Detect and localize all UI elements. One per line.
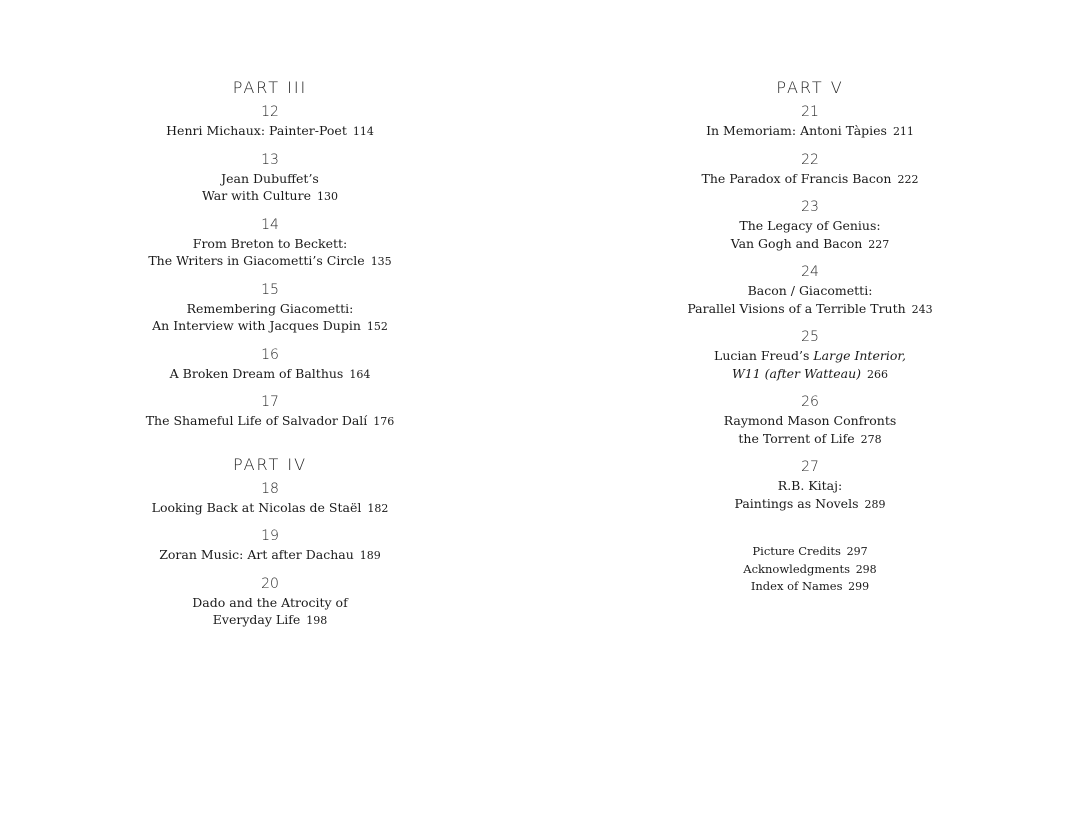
chapter-title	[630, 217, 990, 253]
page-number: 198	[306, 614, 328, 627]
chapter-title	[90, 365, 450, 384]
toc-entry-23[interactable]	[630, 197, 990, 253]
page-number: 278	[860, 432, 882, 446]
toc-entry-26[interactable]	[630, 392, 990, 448]
toc-entry-21[interactable]	[630, 102, 990, 141]
chapter-title	[90, 499, 450, 518]
toc-entry-25[interactable]	[630, 327, 990, 383]
chapter-number: 17	[261, 394, 279, 410]
chapter-title	[90, 412, 450, 431]
page-number: 182	[367, 501, 389, 515]
chapter-title	[630, 282, 990, 318]
chapter-number: 15	[261, 281, 279, 298]
chapter-title	[630, 347, 990, 383]
page-number: 189	[359, 549, 381, 562]
title-line: Bacon / Giacometti:	[747, 283, 873, 298]
page-number: 114	[352, 125, 374, 138]
page-number: 164	[349, 367, 371, 381]
title-line: The Paradox of Francis Bacon	[701, 170, 892, 186]
chapter-number: 21	[801, 104, 819, 120]
back-matter	[630, 543, 990, 596]
chapter-number: 12	[261, 104, 279, 120]
title-line: the Torrent of Life	[738, 430, 855, 446]
chapter-number: 14	[261, 216, 279, 233]
title-line: Lucian Freud’s	[714, 348, 814, 363]
title-line: Dado and the Atrocity of	[192, 594, 348, 610]
chapter-number: 27	[801, 459, 819, 475]
page-number: 227	[868, 237, 890, 251]
title-line: Looking Back at Nicolas de Staël	[151, 499, 362, 515]
title-line: An Interview with Jacques Dupin	[152, 318, 361, 333]
toc-entry-14[interactable]	[90, 215, 450, 271]
chapter-title	[90, 122, 450, 141]
title-line: From Breton to Beckett:	[192, 235, 348, 251]
chapter-number: 26	[801, 394, 819, 410]
page-number: 135	[370, 255, 392, 268]
chapter-title	[630, 170, 990, 189]
page-number: 289	[864, 497, 886, 511]
chapter-title	[90, 300, 450, 336]
page-number: 211	[892, 125, 914, 138]
part-v-heading: PART V	[776, 78, 844, 97]
chapter-title	[90, 235, 450, 271]
back-matter-label: Acknowledgments	[743, 561, 851, 576]
back-matter-label: Index of Names	[750, 579, 843, 593]
back-matter-item-acknowledgments[interactable]	[630, 561, 990, 579]
toc-entry-17[interactable]	[90, 392, 450, 431]
chapter-title	[630, 122, 990, 141]
chapter-title	[90, 170, 450, 206]
chapter-number: 18	[261, 480, 279, 497]
title-line: Parallel Visions of a Terrible Truth	[687, 300, 906, 316]
chapter-title	[90, 546, 450, 565]
chapter-title	[630, 477, 990, 513]
toc-entry-19[interactable]	[90, 526, 450, 565]
chapter-title	[90, 594, 450, 630]
title-line: The Writers in Giacometti’s Circle	[148, 253, 365, 268]
title-line: Henri Michaux: Painter-Poet	[166, 123, 347, 138]
right-column	[630, 76, 990, 596]
toc-entry-24[interactable]	[630, 262, 990, 318]
chapter-number: 16	[261, 346, 279, 363]
page-number: 298	[855, 562, 877, 576]
page-number: 222	[897, 172, 919, 186]
toc-entry-13[interactable]	[90, 150, 450, 206]
toc-entry-22[interactable]	[630, 150, 990, 189]
toc-entry-16[interactable]	[90, 345, 450, 384]
title-italic: Large Interior,	[813, 348, 906, 363]
toc-entry-18[interactable]	[90, 479, 450, 518]
page-number: 266	[867, 367, 889, 381]
toc-entry-20[interactable]	[90, 574, 450, 630]
back-matter-item-index-of-names[interactable]	[630, 578, 990, 596]
chapter-number: 13	[261, 151, 279, 168]
part-iii-heading: PART III	[232, 78, 308, 97]
chapter-title	[630, 412, 990, 448]
page-number: 130	[316, 190, 338, 203]
toc-entry-27[interactable]	[630, 457, 990, 513]
title-line: Remembering Giacometti:	[186, 300, 354, 316]
title-line: Paintings as Novels	[734, 495, 859, 511]
page-number: 152	[366, 320, 388, 333]
back-matter-label: Picture Credits	[752, 544, 841, 558]
title-line: R.B. Kitaj:	[777, 478, 843, 493]
title-line: War with Culture	[202, 188, 311, 203]
page-number: 297	[846, 545, 868, 558]
title-line: The Shameful Life of Salvador Dalí	[145, 413, 368, 428]
left-column	[90, 76, 450, 639]
title-line: Everyday Life	[212, 612, 301, 627]
title-line: The Legacy of Genius:	[739, 218, 881, 233]
title-line: Jean Dubuffet’s	[221, 170, 319, 186]
page-number: 243	[911, 302, 933, 316]
title-line: A Broken Dream of Balthus	[169, 365, 344, 381]
toc-entry-12[interactable]	[90, 102, 450, 141]
toc-entry-15[interactable]	[90, 280, 450, 336]
chapter-number: 24	[801, 264, 819, 280]
title-line: Van Gogh and Bacon	[730, 235, 863, 251]
chapter-number: 23	[801, 199, 819, 215]
back-matter-item-picture-credits[interactable]	[630, 543, 990, 561]
part-iv-heading: PART IV	[232, 454, 308, 474]
page-number: 176	[373, 415, 395, 428]
chapter-number: 25	[801, 329, 819, 345]
title-line: Raymond Mason Confronts	[723, 413, 897, 428]
title-line: Zoran Music: Art after Dachau	[159, 547, 354, 562]
title-italic: W11 (after Watteau)	[731, 365, 862, 381]
chapter-number: 22	[801, 151, 819, 168]
page-number: 299	[848, 580, 870, 593]
title-line: In Memoriam: Antoni Tàpies	[706, 123, 887, 138]
chapter-number: 20	[261, 575, 279, 592]
chapter-number: 19	[261, 528, 279, 544]
